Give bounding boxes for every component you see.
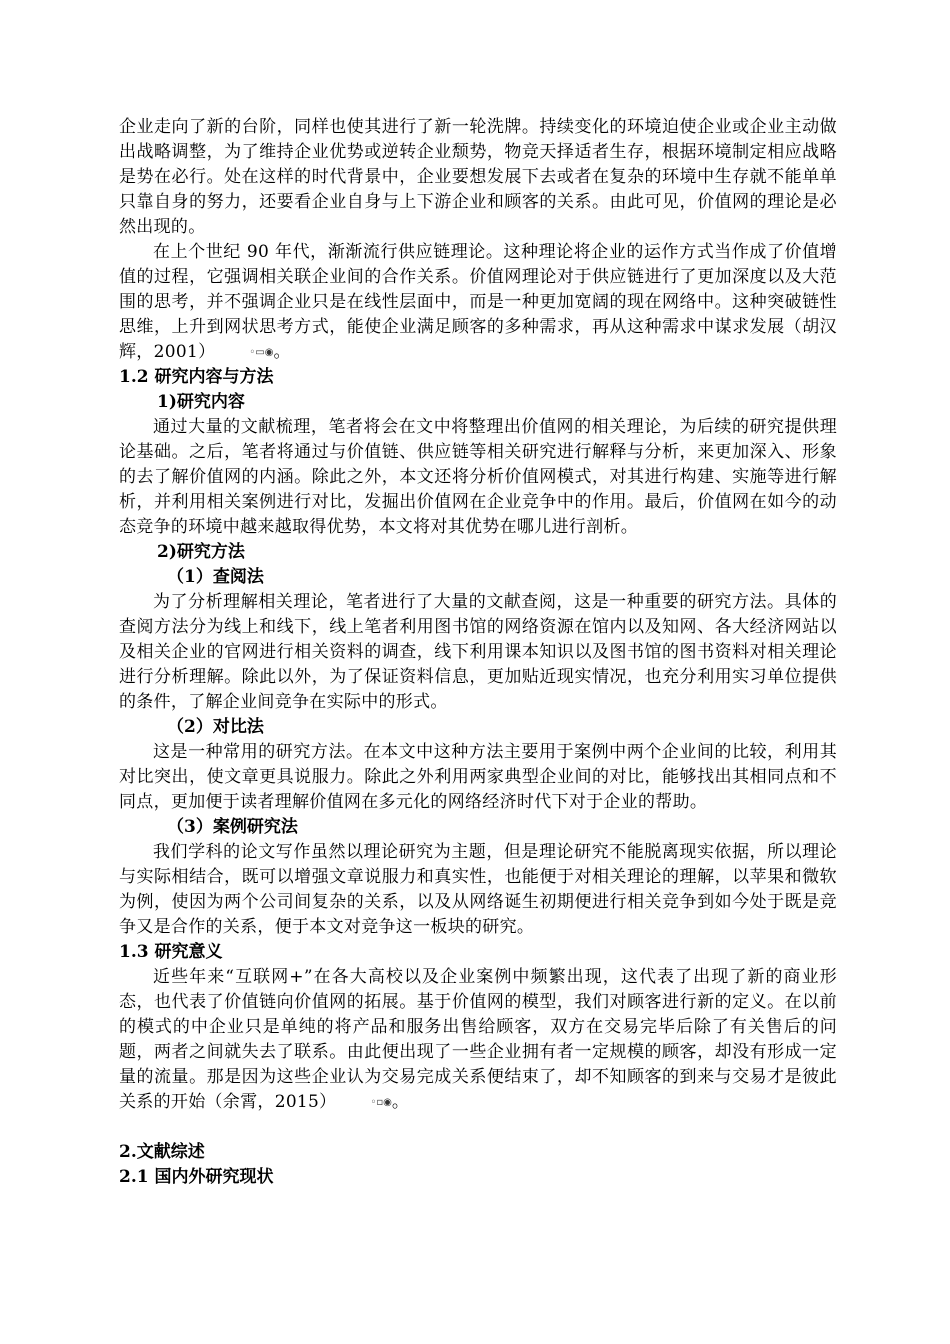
heading-2: 2.文献综述 [119,1142,205,1162]
paragraph-significance-text: 近些年来“互联网+”在各大高校以及企业案例中频繁出现，这代表了出现了新的商业形态，也代表了价值链向价值网的拓展。基于价值网的模型，我们对顾客进行新的定义。在以前的模式的中企业只是单纯的将产品和服务出售给顾客，双方在交易完毕后除了有关售后的问题，两者之间就失去了联系。由此便出现了一些企业拥有者一定规模的顾客，却没有形成一定量的流量。那是因为这些企业认为交易完成关系便结束了，却不知顾客的到来与交易才是彼此关系的开始（余霄，2015） [119,967,837,1112]
heading-1-2: 1.2 研究内容与方法 [119,367,274,387]
paragraph-research-content: 通过大量的文献梳理，笔者将会在文中将整理出价值网的相关理论，为后续的研究提供理论基础。之后，笔者将通过与价值链、供应链等相关研究进行解释与分析，来更加深入、形象的去了解价值网的内涵。除此之外，本文还将分析价值网模式，对其进行构建、实施等进行解析，并利用相关案例进行对比，发掘出价值网在企业竞争中的作用。最后，价值网在如今的动态竞争的环境中越来越取得优势，本文将对其优势在哪儿进行剖析。 [119,417,837,537]
paragraph-significance [119,965,837,1115]
paragraph-method-compare: 这是一种常用的研究方法。在本文中这种方法主要用于案例中两个企业间的比较，利用其对比突出，使文章更具说服力。除此之外利用两家典型企业间的对比，能够找出其相同点和不同点，更加便于读者理解价值网在多元化的网络经济时代下对于企业的帮助。 [119,742,837,812]
paragraph-supply-chain-90s [119,240,837,365]
paragraph-supply-chain-90s-text: 在上个世纪 90 年代，渐渐流行供应链理论。这种理论将企业的运作方式当作成了价值增值的过程，它强调相关联企业间的合作关系。价值网理论对于供应链进行了更加深度以及大范围的思考，并不强调企业只是在线性层面中，而是一种更加宽阔的现在网络中。这种突破链性思维，上升到网状思考方式，能使企业满足顾客的多种需求，再从这种需求中谋求发展（胡汉辉，2001） [119,242,837,362]
heading-research-content: 1)研究内容 [157,392,245,412]
heading-method-lookup: （1）查阅法 [167,567,264,587]
heading-research-method: 2)研究方法 [157,542,245,562]
paragraph-end-punct: 。 [391,1092,410,1112]
citation-mark: ◦▫◉ [370,1097,392,1108]
citation-mark: ◦▭◉ [249,347,274,358]
heading-2-1: 2.1 国内外研究现状 [119,1167,274,1187]
paragraph-method-lookup: 为了分析理解相关理论，笔者进行了大量的文献查阅，这是一种重要的研究方法。具体的查阅方法分为线上和线下，线上笔者利用图书馆的网络资源在馆内以及知网、各大经济网站以及相关企业的官网进行相关资料的调查，线下利用课本知识以及图书馆的图书资料对相关理论进行分析理解。除此以外，为了保证资料信息，更加贴近现实情况，也充分利用实习单位提供的条件，了解企业间竞争在实际中的形式。 [119,592,837,712]
paragraph-end-punct: 。 [273,342,291,362]
heading-method-case: （3）案例研究法 [167,817,298,837]
heading-method-compare: （2）对比法 [167,717,264,737]
paragraph-intro-continued: 企业走向了新的台阶，同样也使其进行了新一轮洗牌。持续变化的环境迫使企业或企业主动做出战略调整，为了维持企业优势或逆转企业颓势，物竞天择适者生存，根据环境制定相应战略是势在必行。处在这样的时代背景中，企业要想发展下去或者在复杂的环境中生存就不能单单只靠自身的努力，还要看企业自身与上下游企业和顾客的关系。由此可见，价值网的理论是必然出现的。 [119,117,837,237]
paragraph-method-case: 我们学科的论文写作虽然以理论研究为主题，但是理论研究不能脱离现实依据，所以理论与实际相结合，既可以增强文章说服力和真实性，也能便于对相关理论的理解，以苹果和微软为例，使因为两个公司间复杂的关系，以及从网络诞生初期便进行相关竞争到如今处于既是竞争又是合作的关系，便于本文对竞争这一板块的研究。 [119,842,837,937]
heading-1-3: 1.3 研究意义 [119,942,223,962]
document-page [119,115,837,1190]
